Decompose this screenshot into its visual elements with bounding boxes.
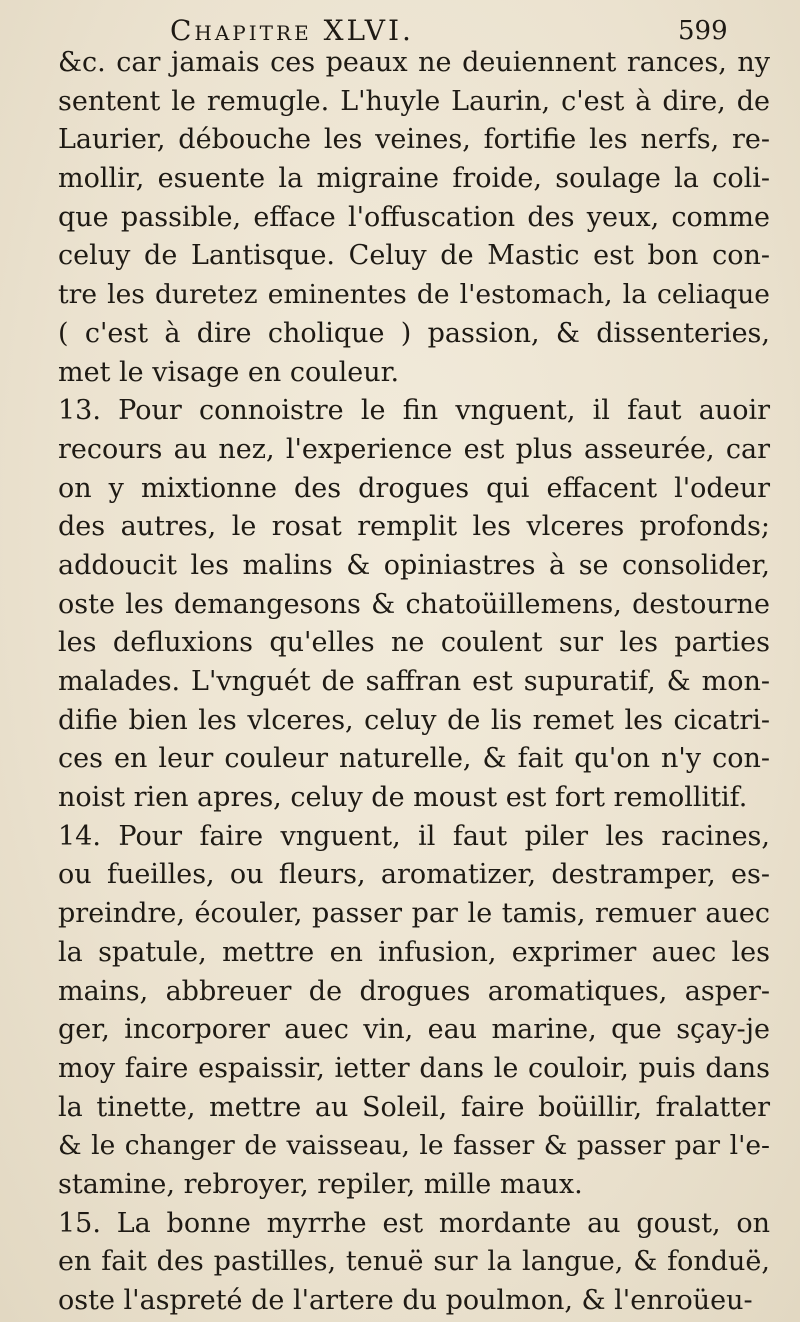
text-line: oste l'aspreté de l'artere du poulmon, & l'enroüeu- [58,1285,753,1316]
text-line: &c. car jamais ces peaux ne deuiennent rances, ny [58,47,770,78]
chapter-heading: Chapitre XLVI. [170,14,414,47]
text-line: ger, incorporer auec vin, eau marine, que sçay-je [58,1014,770,1046]
text-line: difie bien les vlceres, celuy de lis remet les cicatri- [58,704,770,736]
text-line: 13. Pour connoistre le fin vnguent, il faut auoir [58,395,770,427]
text-line: ( c'est à dire cholique ) passion, & dissenteries, [58,317,770,349]
text-line: la spatule, mettre en infusion, exprimer auec les [58,936,770,968]
text-line: sentent le remugle. L'huyle Laurin, c'est à dire, de [58,85,770,117]
text-line: celuy de Lantisque. Celuy de Mastic est bon con- [58,240,770,272]
text-line: les defluxions qu'elles ne coulent sur les parties [58,627,770,659]
text-line: on y mixtionne des drogues qui effacent l'odeur [58,472,770,504]
text-line: en fait des pastilles, tenuë sur la langue, & fonduë, [58,1246,770,1278]
page-number: 599 [678,16,728,46]
text-line: 15. La bonne myrrhe est mordante au goust, on [58,1207,770,1239]
text-line: que passible, efface l'offuscation des yeux, comme [58,201,770,233]
text-line: recours au nez, l'experience est plus asseurée, car [58,433,770,465]
text-line: moy faire espaissir, ietter dans le couloir, puis dans [58,1052,770,1084]
text-line: met le visage en couleur. [58,356,400,388]
text-line: & le changer de vaisseau, le fasser & passer par l'e- [58,1130,770,1162]
text-line: preindre, écouler, passer par le tamis, remuer auec [58,898,770,930]
text-line: Laurier, débouche les veines, fortifie les nerfs, re- [58,124,770,156]
text-line: malades. L'vnguét de saffran est supuratif, & mon- [58,666,770,697]
text-line: la tinette, mettre au Soleil, faire boüillir, fralatter [58,1091,770,1123]
text-line: des autres, le rosat remplit les vlceres profonds; [58,511,770,543]
text-line: noist rien apres, celuy de moust est fort remollitif. [58,782,748,814]
text-line: mains, abbreuer de drogues aromatiques, asper- [58,975,770,1007]
text-line: mollir, esuente la migraine froide, soulage la coli- [58,163,770,195]
text-line: tre les duretez eminentes de l'estomach, la celiaque [58,279,770,311]
text-line: ou fueilles, ou fleurs, aromatizer, destramper, es- [58,859,770,891]
text-line: stamine, rebroyer, repiler, mille maux. [58,1168,583,1200]
text-line: addoucit les malins & opiniastres à se consolider, [58,549,770,581]
text-line: ces en leur couleur naturelle, & fait qu'on n'y con- [58,743,770,775]
text-line: 14. Pour faire vnguent, il faut piler les racines, [58,820,770,852]
text-line: oste les demangesons & chatoüillemens, destourne [58,588,770,620]
body-text [58,44,770,1321]
